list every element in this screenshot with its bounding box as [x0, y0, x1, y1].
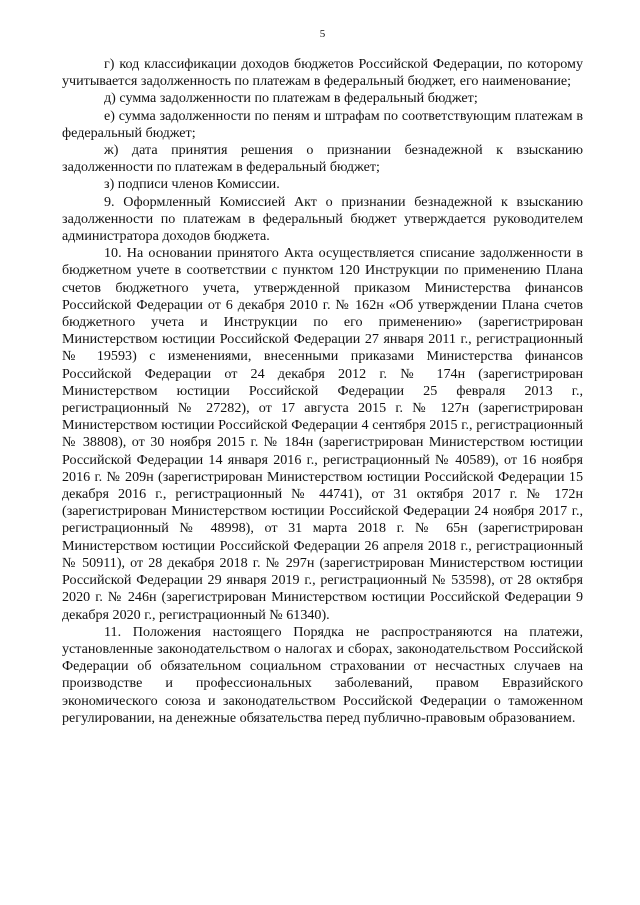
paragraph-zh-decision-date: ж) дата принятия решения о признании безнадежной к взысканию задолженности по платежам в федеральный бюджет; [62, 142, 583, 176]
paragraph-10-debt-writeoff: 10. На основании принятого Акта осуществляется списание задолженности в бюджетном учете в соответствии с пунктом 120 Инструкции по применению Плана счетов бюджетного учета, утвержденной приказом Министерства финансов Российской Федерации от 6 декабря 2010 г. № 162н «Об утверждении Плана счетов бюджетного учета и Инструкции по его применению» (зарегистрирован Министерством юстиции Российской Федерации 27 января 2011 г., регистрационный № 19593) с изменениями, внесенными приказами Министерства финансов Российской Федерации от 24 декабря 2012 г. № 174н (зарегистрирован Министерством юстиции Российской Федерации 25 февраля 2013 г., регистрационный № 27282), от 17 августа 2015 г. № 127н (зарегистрирован Министерством юстиции Российской Федерации 4 сентября 2015 г., регистрационный № 38808), от 30 ноября 2015 г. № 184н (зарегистрирован Министерством юстиции Российской Федерации 14 января 2016 г., регистрационный № 40589), от 16 ноября 2016 г. № 209н (зарегистрирован Министерством юстиции Российской Федерации 15 декабря 2016 г., регистрационный № 44741), от 31 октября 2017 г. № 172н (зарегистрирован Министерством юстиции Российской Федерации 24 ноября 2017 г., регистрационный № 48998), от 31 марта 2018 г. № 65н (зарегистрирован Министерством юстиции Российской Федерации 26 апреля 2018 г., регистрационный № 50911), от 28 декабря 2018 г. № 297н (зарегистрирован Министерством юстиции Российской Федерации 29 января 2019 г., регистрационный № 53598), от 28 октября 2020 г. № 246н (зарегистрирован Министерством юстиции Российской Федерации 9 декабря 2020 г., регистрационный № 61340). [62, 245, 583, 623]
paragraph-9-act-approval: 9. Оформленный Комиссией Акт о признании безнадежной к взысканию задолженности по платежам в федеральный бюджет утверждается руководителем администратора доходов бюджета. [62, 193, 583, 245]
paragraph-e-penalties-sum: е) сумма задолженности по пеням и штрафам по соответствующим платежам в федеральный бюджет; [62, 107, 583, 141]
paragraph-z-signatures: з) подписи членов Комиссии. [104, 176, 280, 193]
page-number: 5 [319, 28, 326, 40]
paragraph-g-income-code: г) код классификации доходов бюджетов Российской Федерации, по которому учитывается задолженность по платежам в федеральный бюджет, его наименование; [62, 56, 583, 90]
paragraph-11-scope-exclusions: 11. Положения настоящего Порядка не распространяются на платежи, установленные законодательством о налогах и сборах, законодательством Российской Федерации об обязательном социальном страховании от несчастных случаев на производстве и профессиональных заболеваний, правом Евразийского экономического союза и законодательством Российской Федерации о таможенном регулировании, на денежные обязательства перед публично-правовым образованием. [62, 623, 583, 726]
paragraph-d-debt-sum: д) сумма задолженности по платежам в федеральный бюджет; [104, 90, 478, 107]
